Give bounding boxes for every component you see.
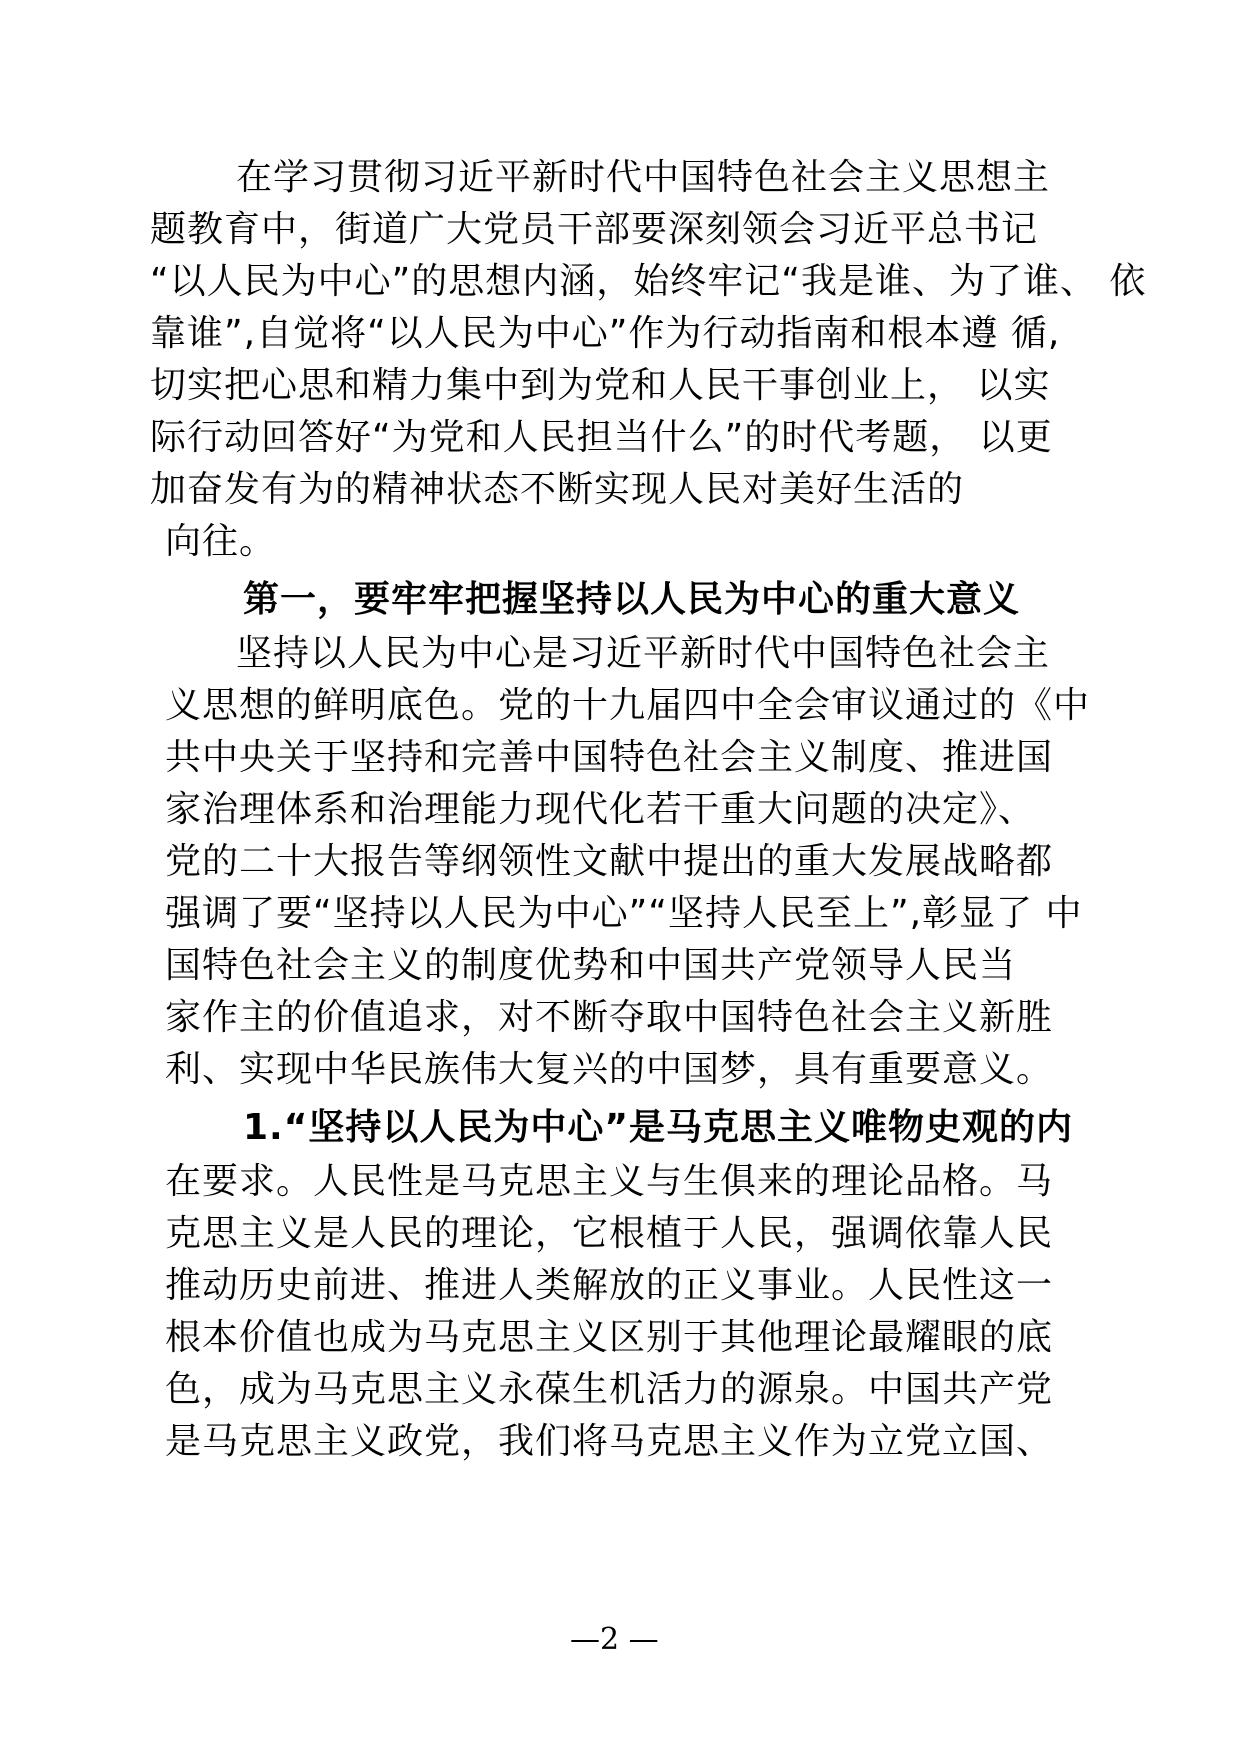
intro-line: 在学习贯彻习近平新时代中国特色社会主义思想主	[236, 157, 1051, 198]
point-line: 根本价值也成为马克思主义区别于其他理论最耀眼的底	[165, 1317, 1054, 1358]
section-line: 义思想的鲜明底色。党的十九届四中全会审议通过的《中	[165, 685, 1091, 726]
page-number: —2 —	[570, 1622, 659, 1657]
section-heading: 第一，要牢牢把握坚持以人民为中心的重大意义	[243, 579, 1021, 620]
point-line: 色，成为马克思主义永葆生机活力的源泉。中国共产党	[165, 1369, 1054, 1410]
section-line: 利、实现中华民族伟大复兴的中国梦，具有重要意义。	[165, 1049, 1054, 1090]
point-line: 克思主义是人民的理论，它根植于人民，强调依靠人民	[165, 1213, 1054, 1254]
intro-line: 靠谁”,自觉将“以人民为中心”作为行动指南和根本遵 循,	[150, 313, 1061, 354]
intro-line: 际行动回答好“为党和人民担当什么”的时代考题， 以更	[150, 417, 1053, 458]
section-line: 家治理体系和治理能力现代化若干重大问题的决定》、	[165, 789, 1036, 830]
intro-line: 切实把心思和精力集中到为党和人民干事创业上， 以实	[150, 365, 1051, 406]
section-line: 共中央关于坚持和完善中国特色社会主义制度、推进国	[165, 737, 1054, 778]
point-line: 推动历史前进、推进人类解放的正义事业。人民性这一	[165, 1265, 1054, 1306]
point-line: 是马克思主义政党，我们将马克思主义作为立党立国、	[165, 1421, 1054, 1462]
section-line: 坚持以人民为中心是习近平新时代中国特色社会主	[236, 633, 1051, 674]
section-line: 家作主的价值追求，对不断夺取中国特色社会主义新胜	[165, 997, 1054, 1038]
intro-line: “以人民为中心”的思想内涵，始终牢记“我是谁、为了谁、 依	[150, 261, 1147, 302]
point-line: 在要求。人民性是马克思主义与生俱来的理论品格。马	[165, 1161, 1054, 1202]
point-heading: 1.“坚持以人民为中心”是马克思主义唯物史观的内	[243, 1107, 1074, 1148]
section-line: 党的二十大报告等纲领性文献中提出的重大发展战略都	[165, 841, 1054, 882]
intro-line: 加奋发有为的精神状态不断实现人民对美好生活的	[150, 469, 965, 510]
intro-line: 题教育中，街道广大党员干部要深刻领会习近平总书记	[150, 209, 1039, 250]
section-line: 国特色社会主义的制度优势和中国共产党领导人民当	[165, 945, 1017, 986]
section-line: 强调了要“坚持以人民为中心”“坚持人民至上”,彰显了 中	[165, 893, 1083, 934]
intro-line: 向往。	[165, 521, 277, 562]
